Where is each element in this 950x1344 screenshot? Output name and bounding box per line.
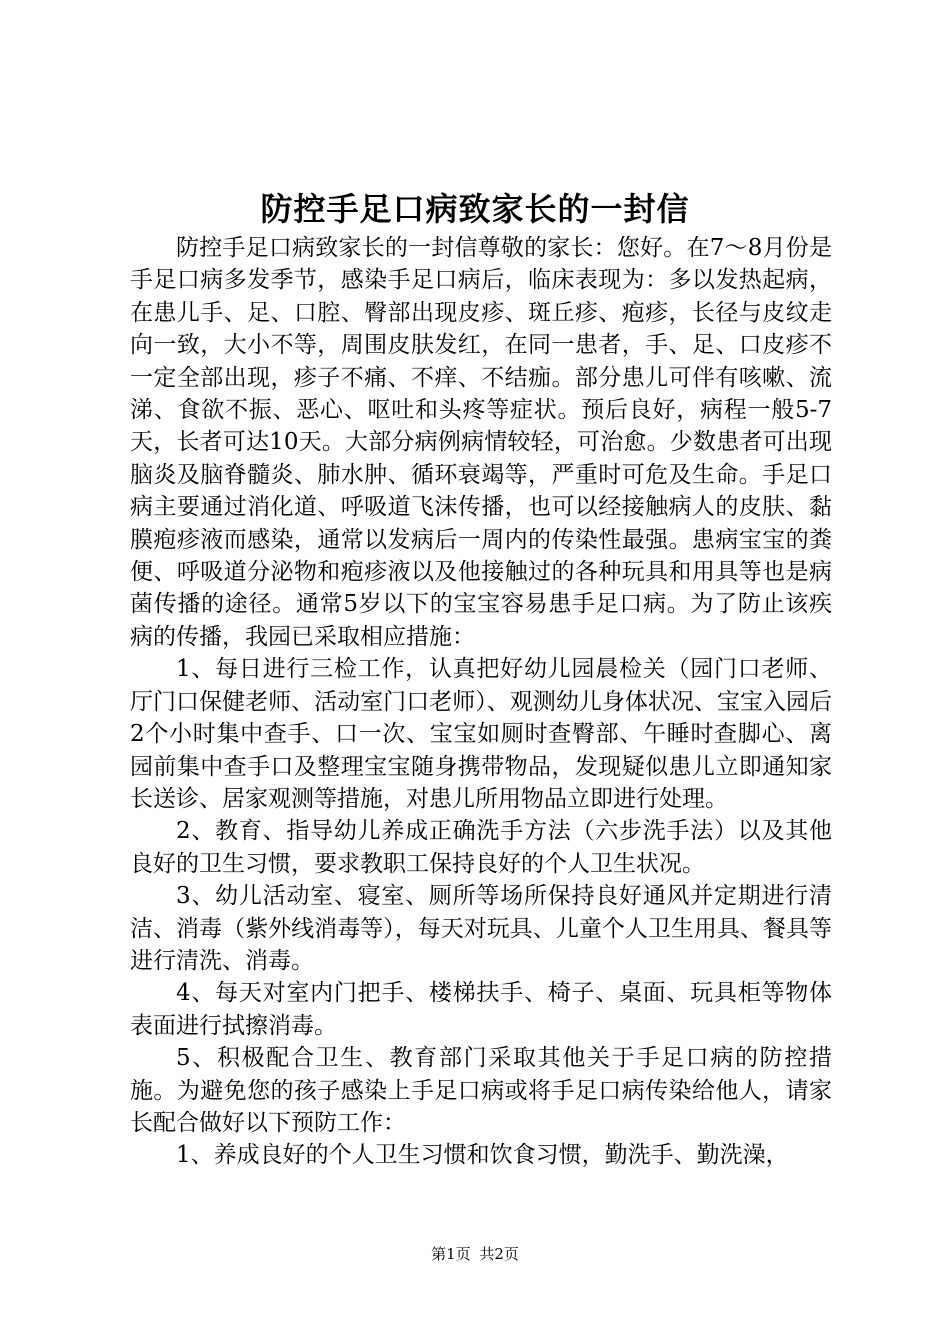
prevention-paragraph-1: 1、养成良好的个人卫生习惯和饮食习惯，勤洗手、勤洗澡， [176, 1142, 789, 1169]
page-footer [0, 1244, 950, 1264]
document-body [130, 232, 832, 1172]
measure-paragraph-2: 2、教育、指导幼儿养成正确洗手方法（六步洗手法）以及其他良好的卫生习惯，要求教职工保持良好的个人卫生状况。 [130, 818, 832, 877]
page-total: 共2页 [479, 1245, 519, 1263]
measure-paragraph-4: 4、每天对室内门把手、楼梯扶手、椅子、桌面、玩具柜等物体表面进行拭擦消毒。 [130, 980, 832, 1039]
intro-paragraph: 防控手足口病致家长的一封信尊敬的家长：您好。在7～8月份是手足口病多发季节，感染手足口病后，临床表现为：多以发热起病，在患儿手、足、口腔、臀部出现皮疹、斑丘疹、疱疹，长径与皮纹走向一致，大小不等，周围皮肤发红，在同一患者，手、足、口皮疹不一定全部出现，疹子不痛、不痒、不结痂。部分患儿可伴有咳嗽、流涕、食欲不振、恶心、呕吐和头疼等症状。预后良好，病程一般5-7天，长者可达10天。大部分病例病情较轻，可治愈。少数患者可出现脑炎及脑脊髓炎、肺水肿、循环衰竭等，严重时可危及生命。手足口病主要通过消化道、呼吸道飞沫传播，也可以经接触病人的皮肤、黏膜疱疹液而感染，通常以发病后一周内的传染性最强。患病宝宝的粪便、呼吸道分泌物和疱疹液以及他接触过的各种玩具和用具等也是病菌传播的途径。通常5岁以下的宝宝容易患手足口病。为了防止该疾病的传播，我园已采取相应措施： [130, 235, 832, 650]
document-title: 防控手足口病致家长的一封信 [260, 190, 690, 228]
measure-paragraph-3: 3、幼儿活动室、寝室、厕所等场所保持良好通风并定期进行清洁、消毒（紫外线消毒等），每天对玩具、儿童个人卫生用具、餐具等进行清洗、消毒。 [130, 883, 832, 974]
measure-paragraph-5: 5、积极配合卫生、教育部门采取其他关于手足口病的防控措施。为避免您的孩子感染上手足口病或将手足口病传染给他人，请家长配合做好以下预防工作： [130, 1045, 832, 1136]
measure-paragraph-1: 1、每日进行三检工作，认真把好幼儿园晨检关（园门口老师、厅门口保健老师、活动室门口老师）、观测幼儿身体状况、宝宝入园后2个小时集中查手、口一次、宝宝如厕时查臀部、午睡时查脚心、离园前集中查手口及整理宝宝随身携带物品，发现疑似患儿立即通知家长送诊、居家观测等措施，对患儿所用物品立即进行处理。 [130, 656, 832, 812]
page-number: 第1页 [431, 1245, 471, 1263]
